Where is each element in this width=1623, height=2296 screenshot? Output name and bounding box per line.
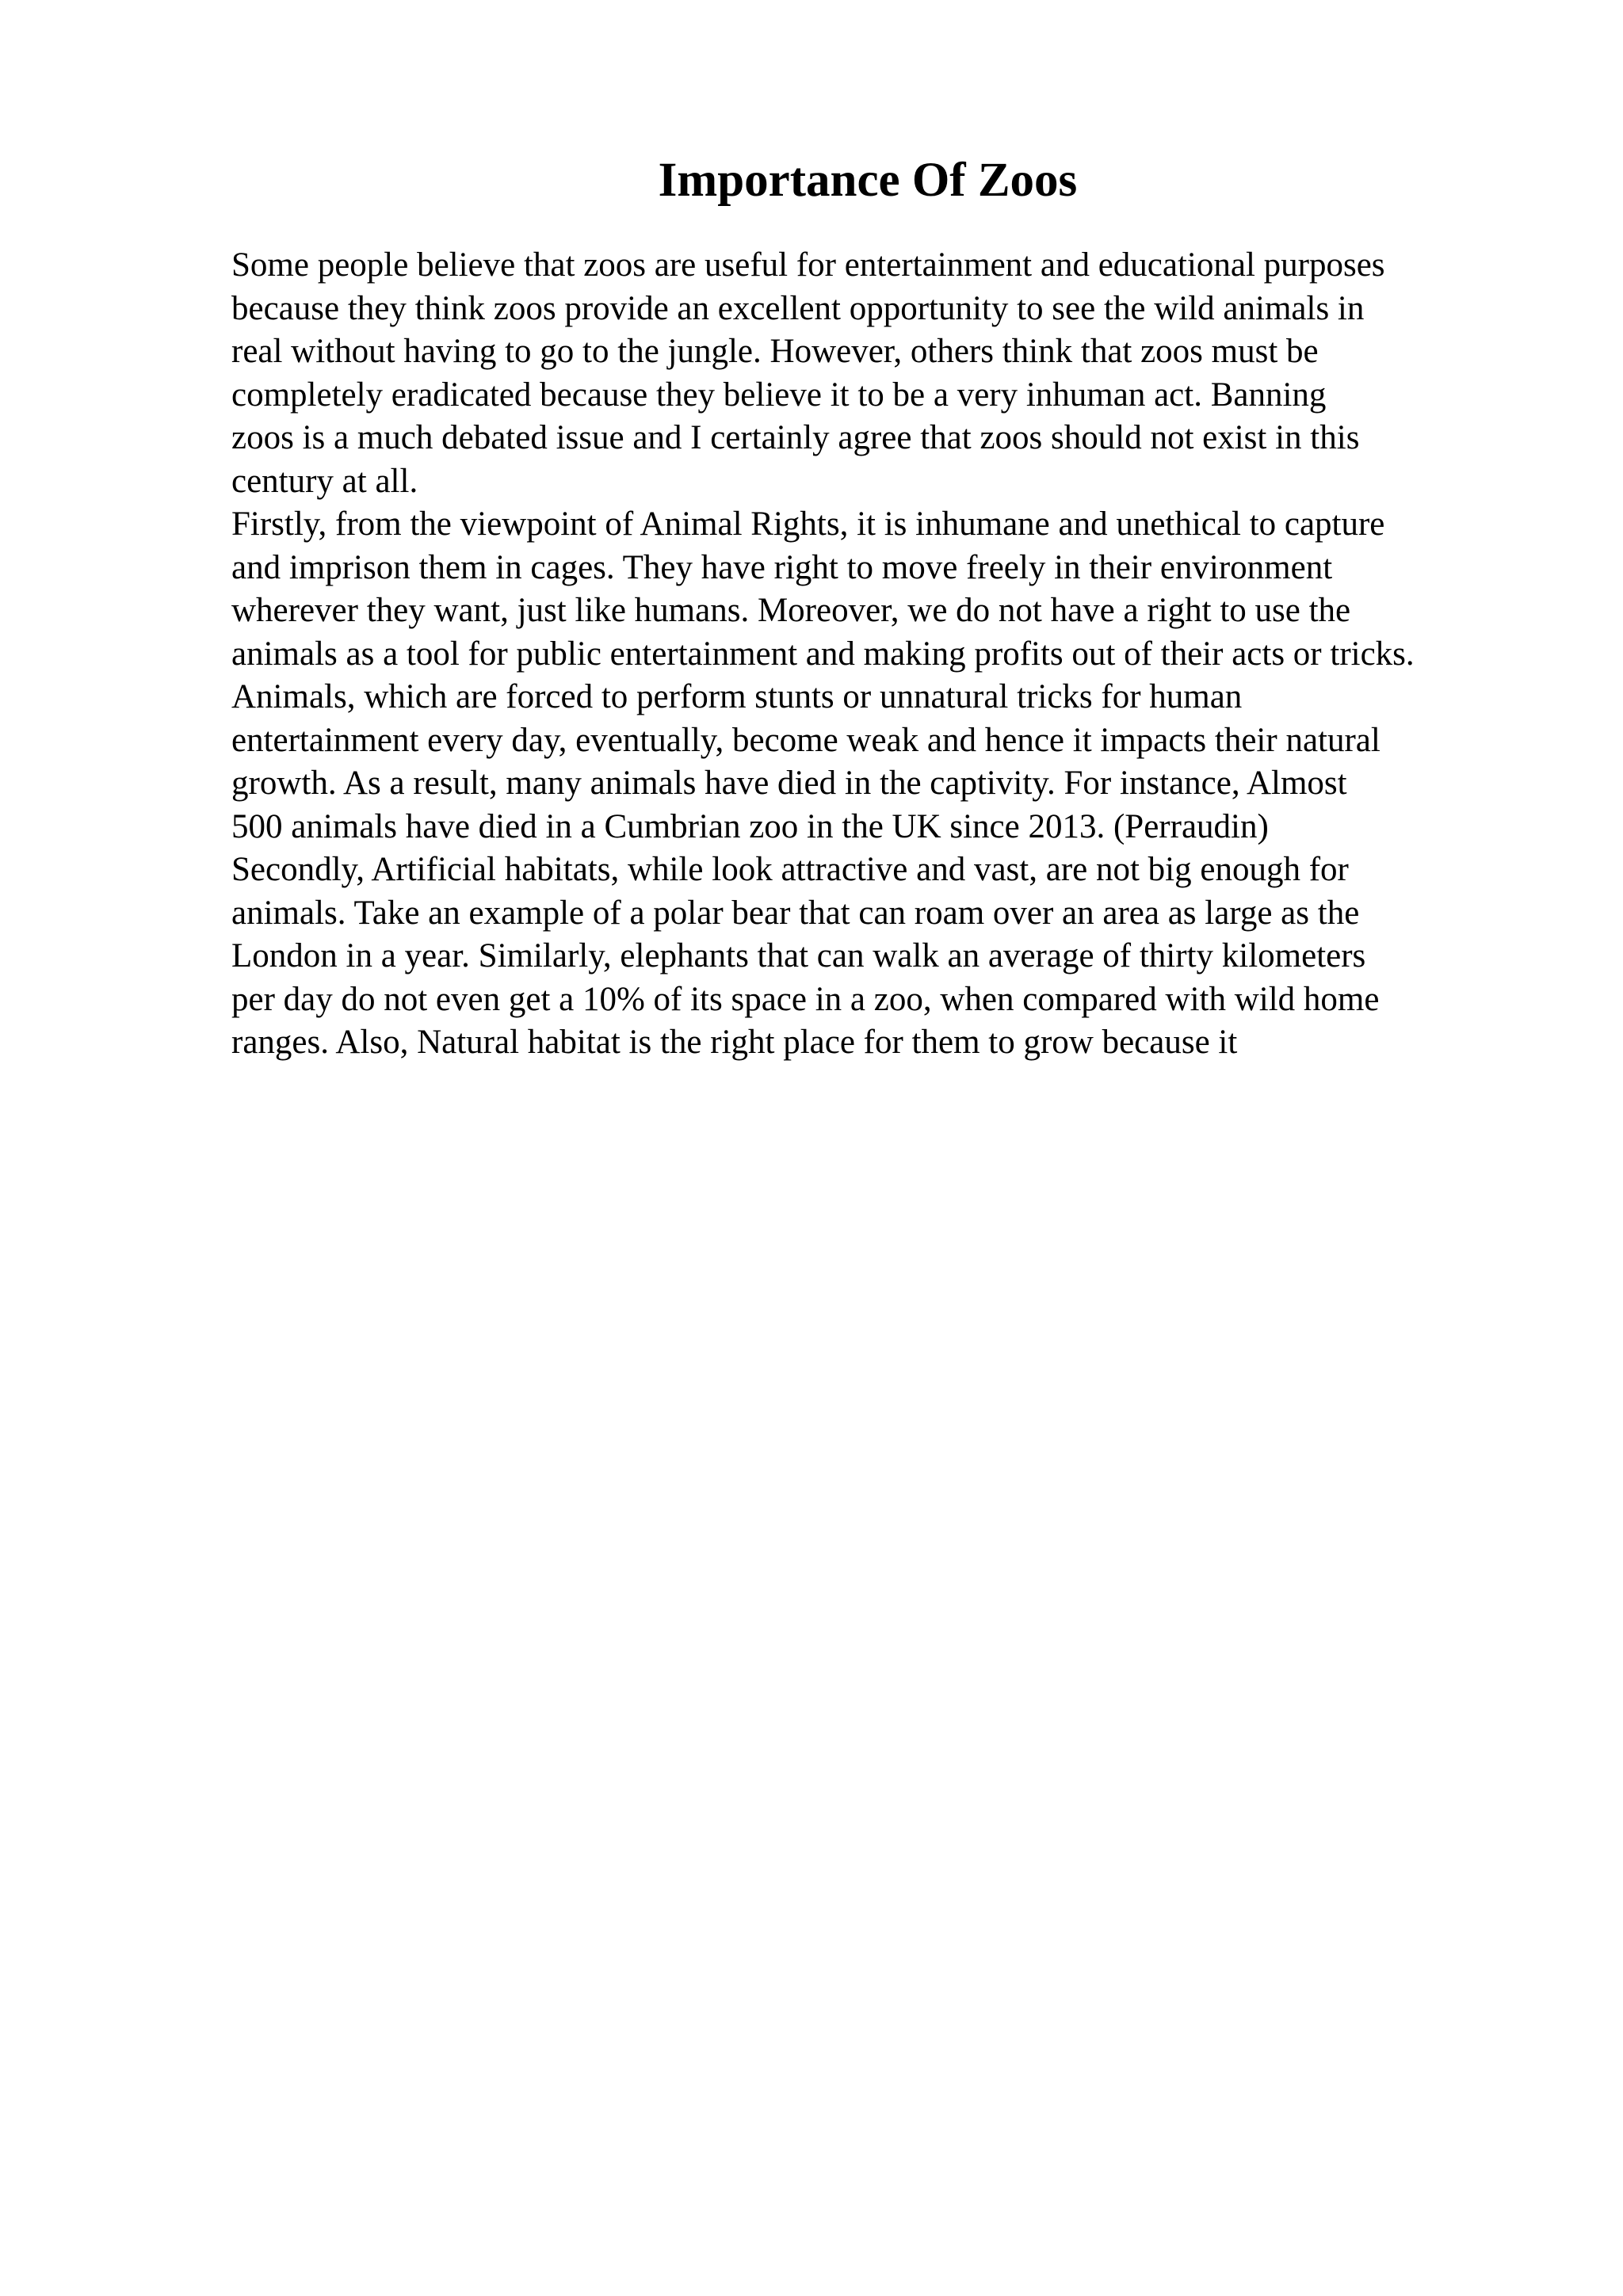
text-line: century at all. <box>231 462 418 500</box>
text-line: entertainment every day, eventually, become weak and hence it impacts their natural <box>231 721 1381 759</box>
text-line: Animals, which are forced to perform stunts or unnatural tricks for human <box>231 678 1243 715</box>
essay-body <box>231 244 1531 1065</box>
text-line: real without having to go to the jungle. However, others think that zoos must be <box>231 333 1319 370</box>
text-line: because they think zoos provide an excellent opportunity to see the wild animals in <box>231 289 1365 327</box>
page-title: Importance Of Zoos <box>658 154 1078 207</box>
text-line: growth. As a result, many animals have died in the captivity. For instance, Almost <box>231 765 1347 802</box>
text-line: animals. Take an example of a polar bear that can roam over an area as large as the <box>231 894 1360 932</box>
text-line: London in a year. Similarly, elephants that can walk an average of thirty kilometers <box>231 937 1366 974</box>
text-line: ranges. Also, Natural habitat is the right place for them to grow because it <box>231 1024 1238 1061</box>
text-line: Some people believe that zoos are useful for entertainment and educational purposes <box>231 246 1385 284</box>
text-line: animals as a tool for public entertainment and making profits out of their acts or tricks. <box>231 635 1415 673</box>
text-line: completely eradicated because they believe it to be a very inhuman act. Banning <box>231 376 1327 414</box>
text-line: 500 animals have died in a Cumbrian zoo in the UK since 2013. (Perraudin) <box>231 807 1269 845</box>
text-line: zoos is a much debated issue and I certainly agree that zoos should not exist in this <box>231 419 1360 456</box>
text-line: Secondly, Artificial habitats, while look attractive and vast, are not big enough for <box>231 851 1349 888</box>
text-line: per day do not even get a 10% of its space in a zoo, when compared with wild home <box>231 980 1380 1018</box>
text-line: wherever they want, just like humans. Moreover, we do not have a right to use the <box>231 592 1351 629</box>
text-line: and imprison them in cages. They have right to move freely in their environment <box>231 548 1333 586</box>
text-line: Firstly, from the viewpoint of Animal Rights, it is inhumane and unethical to capture <box>231 505 1385 543</box>
